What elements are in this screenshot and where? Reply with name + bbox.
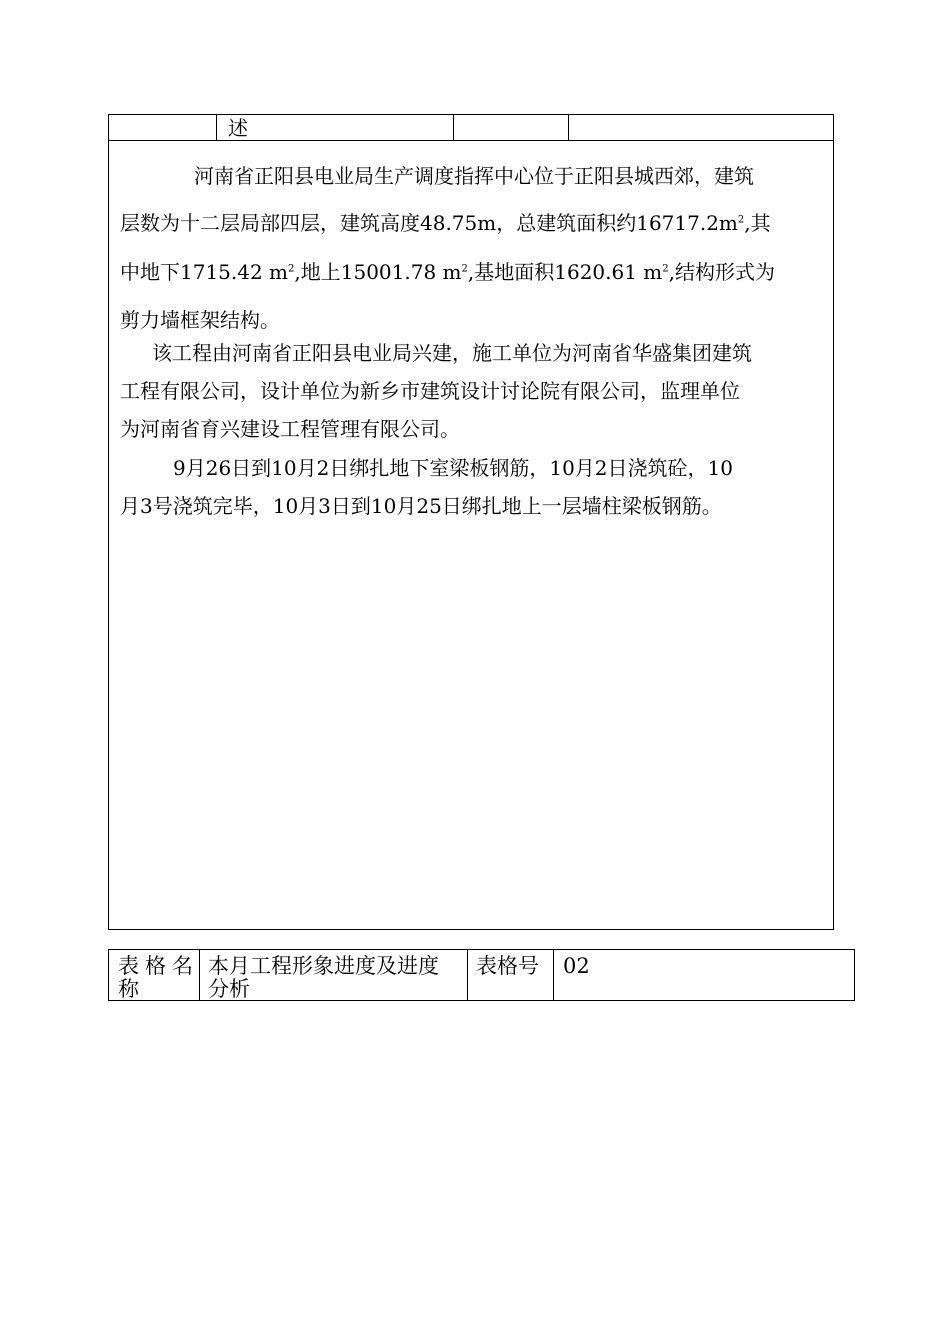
- overview-line-2: 层数为十二层局部四层，建筑高度48.75m，总建筑面积约$16717.2m^2$,其: [120, 211, 771, 235]
- form-name-value-line-2: 分析: [208, 977, 250, 1001]
- overview-line-3: 中地下1715.42 $m^2$,地上15001.78 $m^2$,基地面积1620.61 $m^2$,结构形式为: [120, 260, 776, 284]
- bottom-col-divider-1: [199, 949, 200, 1001]
- header-fragment: 述: [228, 116, 248, 140]
- form-number-value: 02: [563, 954, 590, 978]
- form-name-value-line-1: 本月工程形象进度及进度: [208, 954, 439, 978]
- bottom-table-border-right: [854, 949, 855, 1001]
- top-table-border-right: [833, 114, 834, 930]
- header-col-divider-3: [568, 114, 569, 141]
- header-col-divider-1: [216, 114, 217, 141]
- bottom-table-border-left: [108, 949, 109, 1001]
- top-table-border-bottom: [108, 929, 834, 930]
- parties-line-3: 为河南省育兴建设工程管理有限公司。: [120, 417, 460, 441]
- overview-line-4: 剪力墙框架结构。: [120, 308, 280, 332]
- form-name-label-line-2: 称: [118, 977, 139, 1001]
- bottom-table-border-top: [108, 949, 855, 950]
- progress-line-2: 月3号浇筑完毕，10月3日到10月25日绑扎地上一层墙柱梁板钢筋。: [120, 494, 722, 518]
- top-table-border-left: [108, 114, 109, 930]
- form-name-label-line-1: 表格名: [118, 954, 199, 978]
- parties-line-1: 该工程由河南省正阳县电业局兴建，施工单位为河南省华盛集团建筑: [152, 341, 752, 365]
- bottom-col-divider-3: [553, 949, 554, 1001]
- bottom-col-divider-2: [467, 949, 468, 1001]
- overview-line-1: 河南省正阳县电业局生产调度指挥中心位于正阳县城西郊，建筑: [194, 164, 754, 188]
- progress-line-1: 9月26日到10月2日绑扎地下室梁板钢筋，10月2日浇筑砼，10: [173, 456, 733, 480]
- form-number-label: 表格号: [476, 954, 539, 978]
- header-col-divider-2: [453, 114, 454, 141]
- parties-line-2: 工程有限公司，设计单位为新乡市建筑设计讨论院有限公司，监理单位: [120, 379, 740, 403]
